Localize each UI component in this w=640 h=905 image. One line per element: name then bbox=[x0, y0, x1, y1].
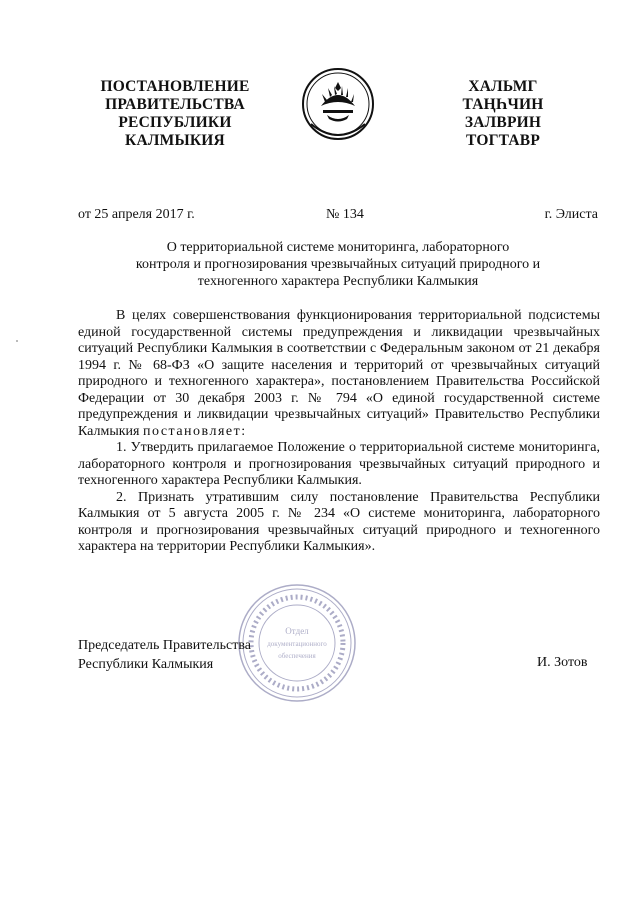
document-title bbox=[98, 239, 578, 290]
header-right-line: ХАЛЬМГ bbox=[468, 78, 538, 95]
preamble-keyword: постановляет: bbox=[142, 423, 247, 439]
preamble-text: В целях совершенствования функционирования территориальной подсистемы единой государственной системы предупреждения и ликвидации чрезвычайных ситуаций Республики Калмыкия в соответствии с Федеральным законом от 21 декабря 1994 г. № 68-ФЗ «О защите населения и территорий от чрезвычайных ситуаций природного и техногенного характера», постановлением Правительства Российской Федерации от 30 декабря 2003 г. № 794 «О единой государственной системе предупреждения и ликвидации чрезвычайных ситуаций» Правительство Республики Калмыкия bbox=[78, 308, 600, 439]
header-right-line: ТОГТАВР bbox=[465, 132, 541, 149]
margin-mark bbox=[16, 340, 18, 342]
header-right-block bbox=[448, 78, 558, 150]
title-line: контроля и прогнозирования чрезвычайных ситуаций природного и bbox=[135, 257, 541, 272]
header-right-line: ТАҢҺЧИН bbox=[462, 96, 544, 113]
official-stamp bbox=[236, 582, 358, 704]
dateline bbox=[78, 207, 598, 225]
signature-position bbox=[78, 636, 251, 674]
header-left-line: РЕСПУБЛИКИ bbox=[118, 114, 232, 131]
document-date: от 25 апреля 2017 г. bbox=[78, 207, 195, 222]
item-2-paragraph: 2. Признать утратившим силу постановление Правительства Республики Калмыкия от 5 августа 2005 г. № 234 «О системе мониторинга, лабораторного контроля и прогнозирования чрезвычайных ситуаций природного и техногенного характера на территории Республики Калмыкия». bbox=[78, 489, 600, 554]
header-left-line: КАЛМЫКИЯ bbox=[125, 132, 225, 149]
preamble-paragraph bbox=[78, 308, 600, 440]
title-line: О территориальной системе мониторинга, лабораторного bbox=[166, 240, 510, 255]
header-right-line: ЗАЛВРИН bbox=[464, 114, 542, 131]
header-left-line: ПОСТАНОВЛЕНИЕ bbox=[100, 78, 250, 95]
header-left-line: ПРАВИТЕЛЬСТВА bbox=[105, 96, 245, 113]
title-line: техногенного характера Республики Калмыкия bbox=[197, 274, 479, 289]
item-1-paragraph: 1. Утвердить прилагаемое Положение о территориальной системе мониторинга, лабораторного контроля и прогнозирования чрезвычайных ситуаций природного и техногенного характера Республики Калмыкия. bbox=[78, 440, 600, 488]
stamp-line: обеспечения bbox=[278, 652, 316, 660]
signature-position-line: Председатель Правительства bbox=[78, 638, 251, 653]
stamp-line: документационного bbox=[267, 640, 327, 648]
signature-position-line: Республики Калмыкия bbox=[78, 657, 214, 672]
document-city: г. Элиста bbox=[544, 207, 598, 222]
document-number: № 134 bbox=[326, 207, 364, 222]
document-body bbox=[78, 308, 600, 556]
kalmykia-coat-of-arms-icon bbox=[299, 66, 377, 146]
header-left-block bbox=[90, 78, 260, 150]
signatory-name: И. Зотов bbox=[537, 655, 588, 670]
stamp-line: Отдел bbox=[285, 626, 309, 636]
